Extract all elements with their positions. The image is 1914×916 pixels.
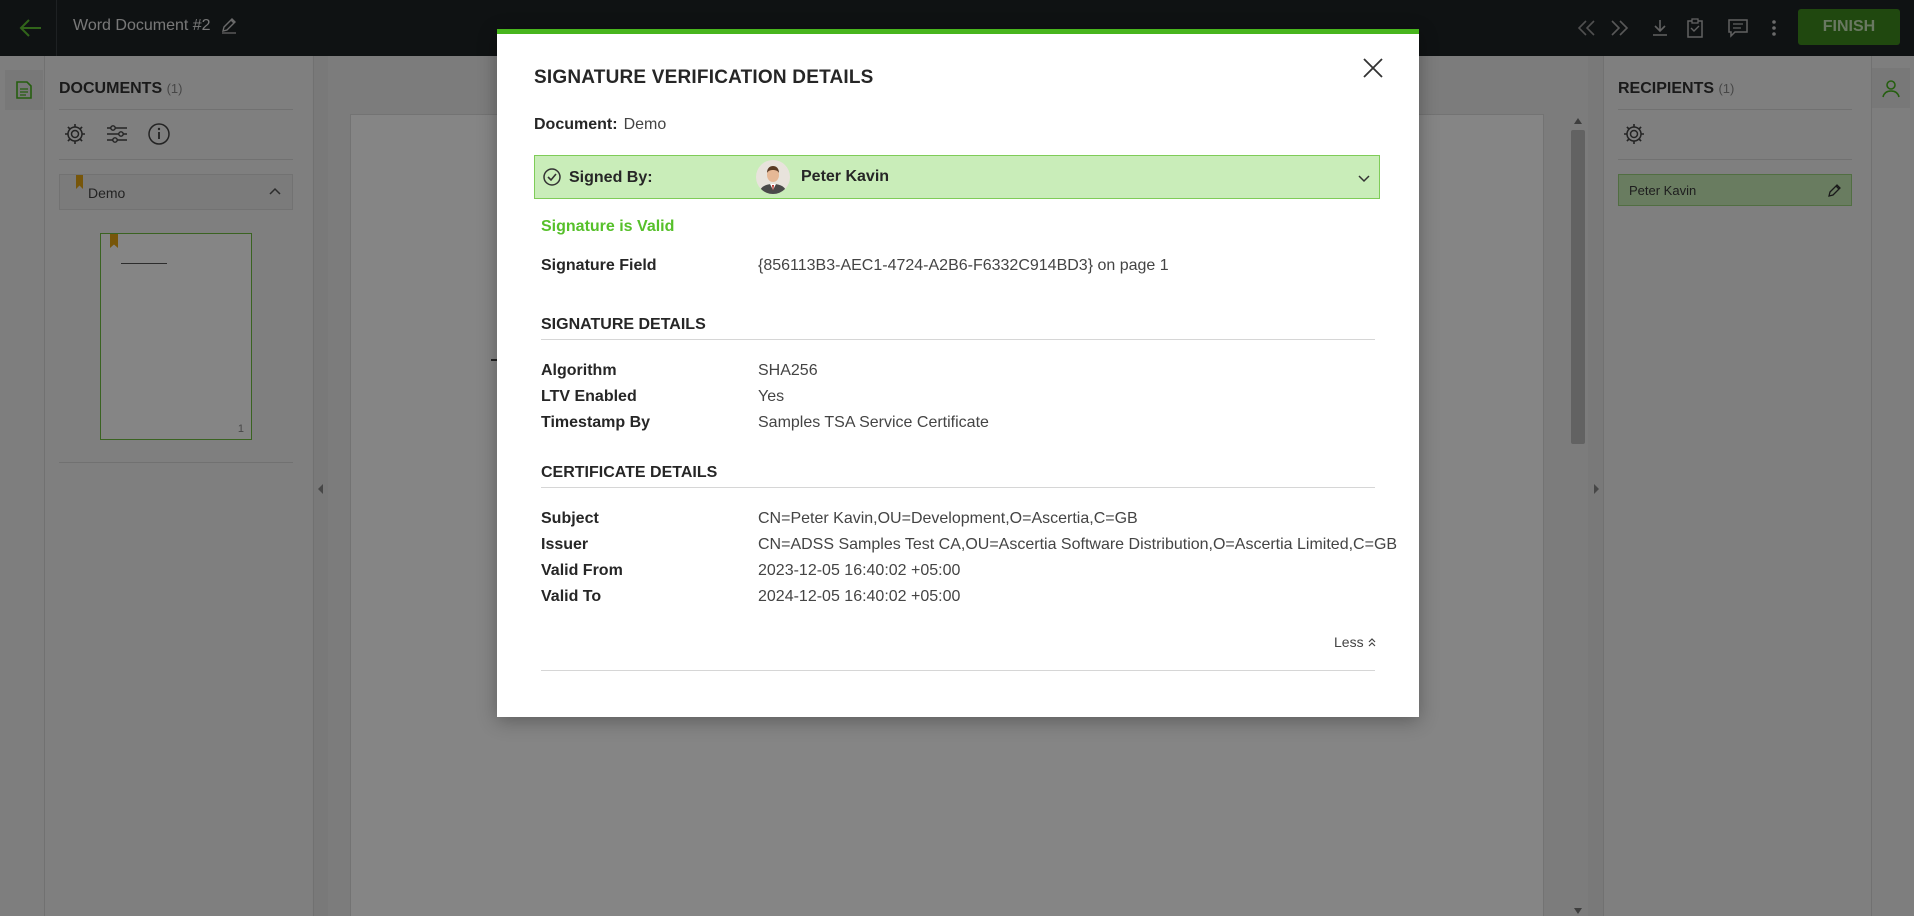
timestamp-by-label: Timestamp By: [541, 414, 651, 431]
divider: [541, 339, 1375, 340]
signature-field-value: {856113B3-AEC1-4724-A2B6-F6332C914BD3} on page 1: [758, 257, 1169, 274]
less-toggle-button[interactable]: [1334, 634, 1377, 650]
document-item-label: Demo: [88, 185, 126, 201]
signature-status: Signature is Valid: [541, 218, 675, 235]
documents-count: (1): [166, 81, 183, 96]
subject-label: Subject: [541, 510, 599, 527]
signature-details-heading: SIGNATURE DETAILS: [541, 316, 706, 333]
check-circle-icon: [542, 167, 562, 187]
subject-value: CN=Peter Kavin,OU=Development,O=Ascertia,C=GB: [758, 510, 1138, 527]
signer-name: Peter Kavin: [801, 168, 890, 185]
document-label: Document:: [534, 116, 618, 133]
valid-to-label: Valid To: [541, 588, 602, 605]
finish-button[interactable]: FINISH: [1798, 9, 1900, 45]
issuer-label: Issuer: [541, 536, 589, 553]
document-title: Word Document #2: [73, 17, 211, 34]
timestamp-by-value: Samples TSA Service Certificate: [758, 414, 989, 431]
ltv-enabled-label: LTV Enabled: [541, 388, 637, 405]
certificate-details-heading: CERTIFICATE DETAILS: [541, 464, 718, 481]
dialog-title: SIGNATURE VERIFICATION DETAILS: [534, 67, 874, 88]
algorithm-label: Algorithm: [541, 362, 617, 379]
chevron-down-icon[interactable]: [1357, 171, 1371, 185]
issuer-value: CN=ADSS Samples Test CA,OU=Ascertia Software Distribution,O=Ascertia Limited,C=GB: [758, 536, 1398, 553]
avatar: [756, 160, 790, 194]
ltv-enabled-value: Yes: [758, 388, 785, 405]
valid-to-value: 2024-12-05 16:40:02 +05:00: [758, 588, 961, 605]
less-label: Less: [1334, 634, 1364, 650]
valid-from-label: Valid From: [541, 562, 623, 579]
close-icon[interactable]: [1359, 54, 1387, 82]
signed-by-label: Signed By:: [569, 169, 653, 186]
recipients-title-text: RECIPIENTS: [1618, 80, 1715, 97]
recipients-count: (1): [1718, 81, 1735, 96]
double-chevron-up-icon: [1367, 637, 1377, 647]
signed-by-accordion[interactable]: [534, 155, 1380, 199]
documents-title-text: DOCUMENTS: [59, 80, 163, 97]
divider: [541, 487, 1375, 488]
valid-from-value: 2023-12-05 16:40:02 +05:00: [758, 562, 961, 579]
divider: [541, 670, 1375, 671]
signature-field-label: Signature Field: [541, 257, 657, 274]
document-info: [534, 116, 666, 134]
recipient-name: Peter Kavin: [1629, 183, 1697, 198]
signature-verification-dialog: [497, 29, 1419, 717]
algorithm-value: SHA256: [758, 362, 818, 379]
document-value: Demo: [623, 116, 667, 133]
thumbnail-page-number: 1: [237, 423, 244, 435]
